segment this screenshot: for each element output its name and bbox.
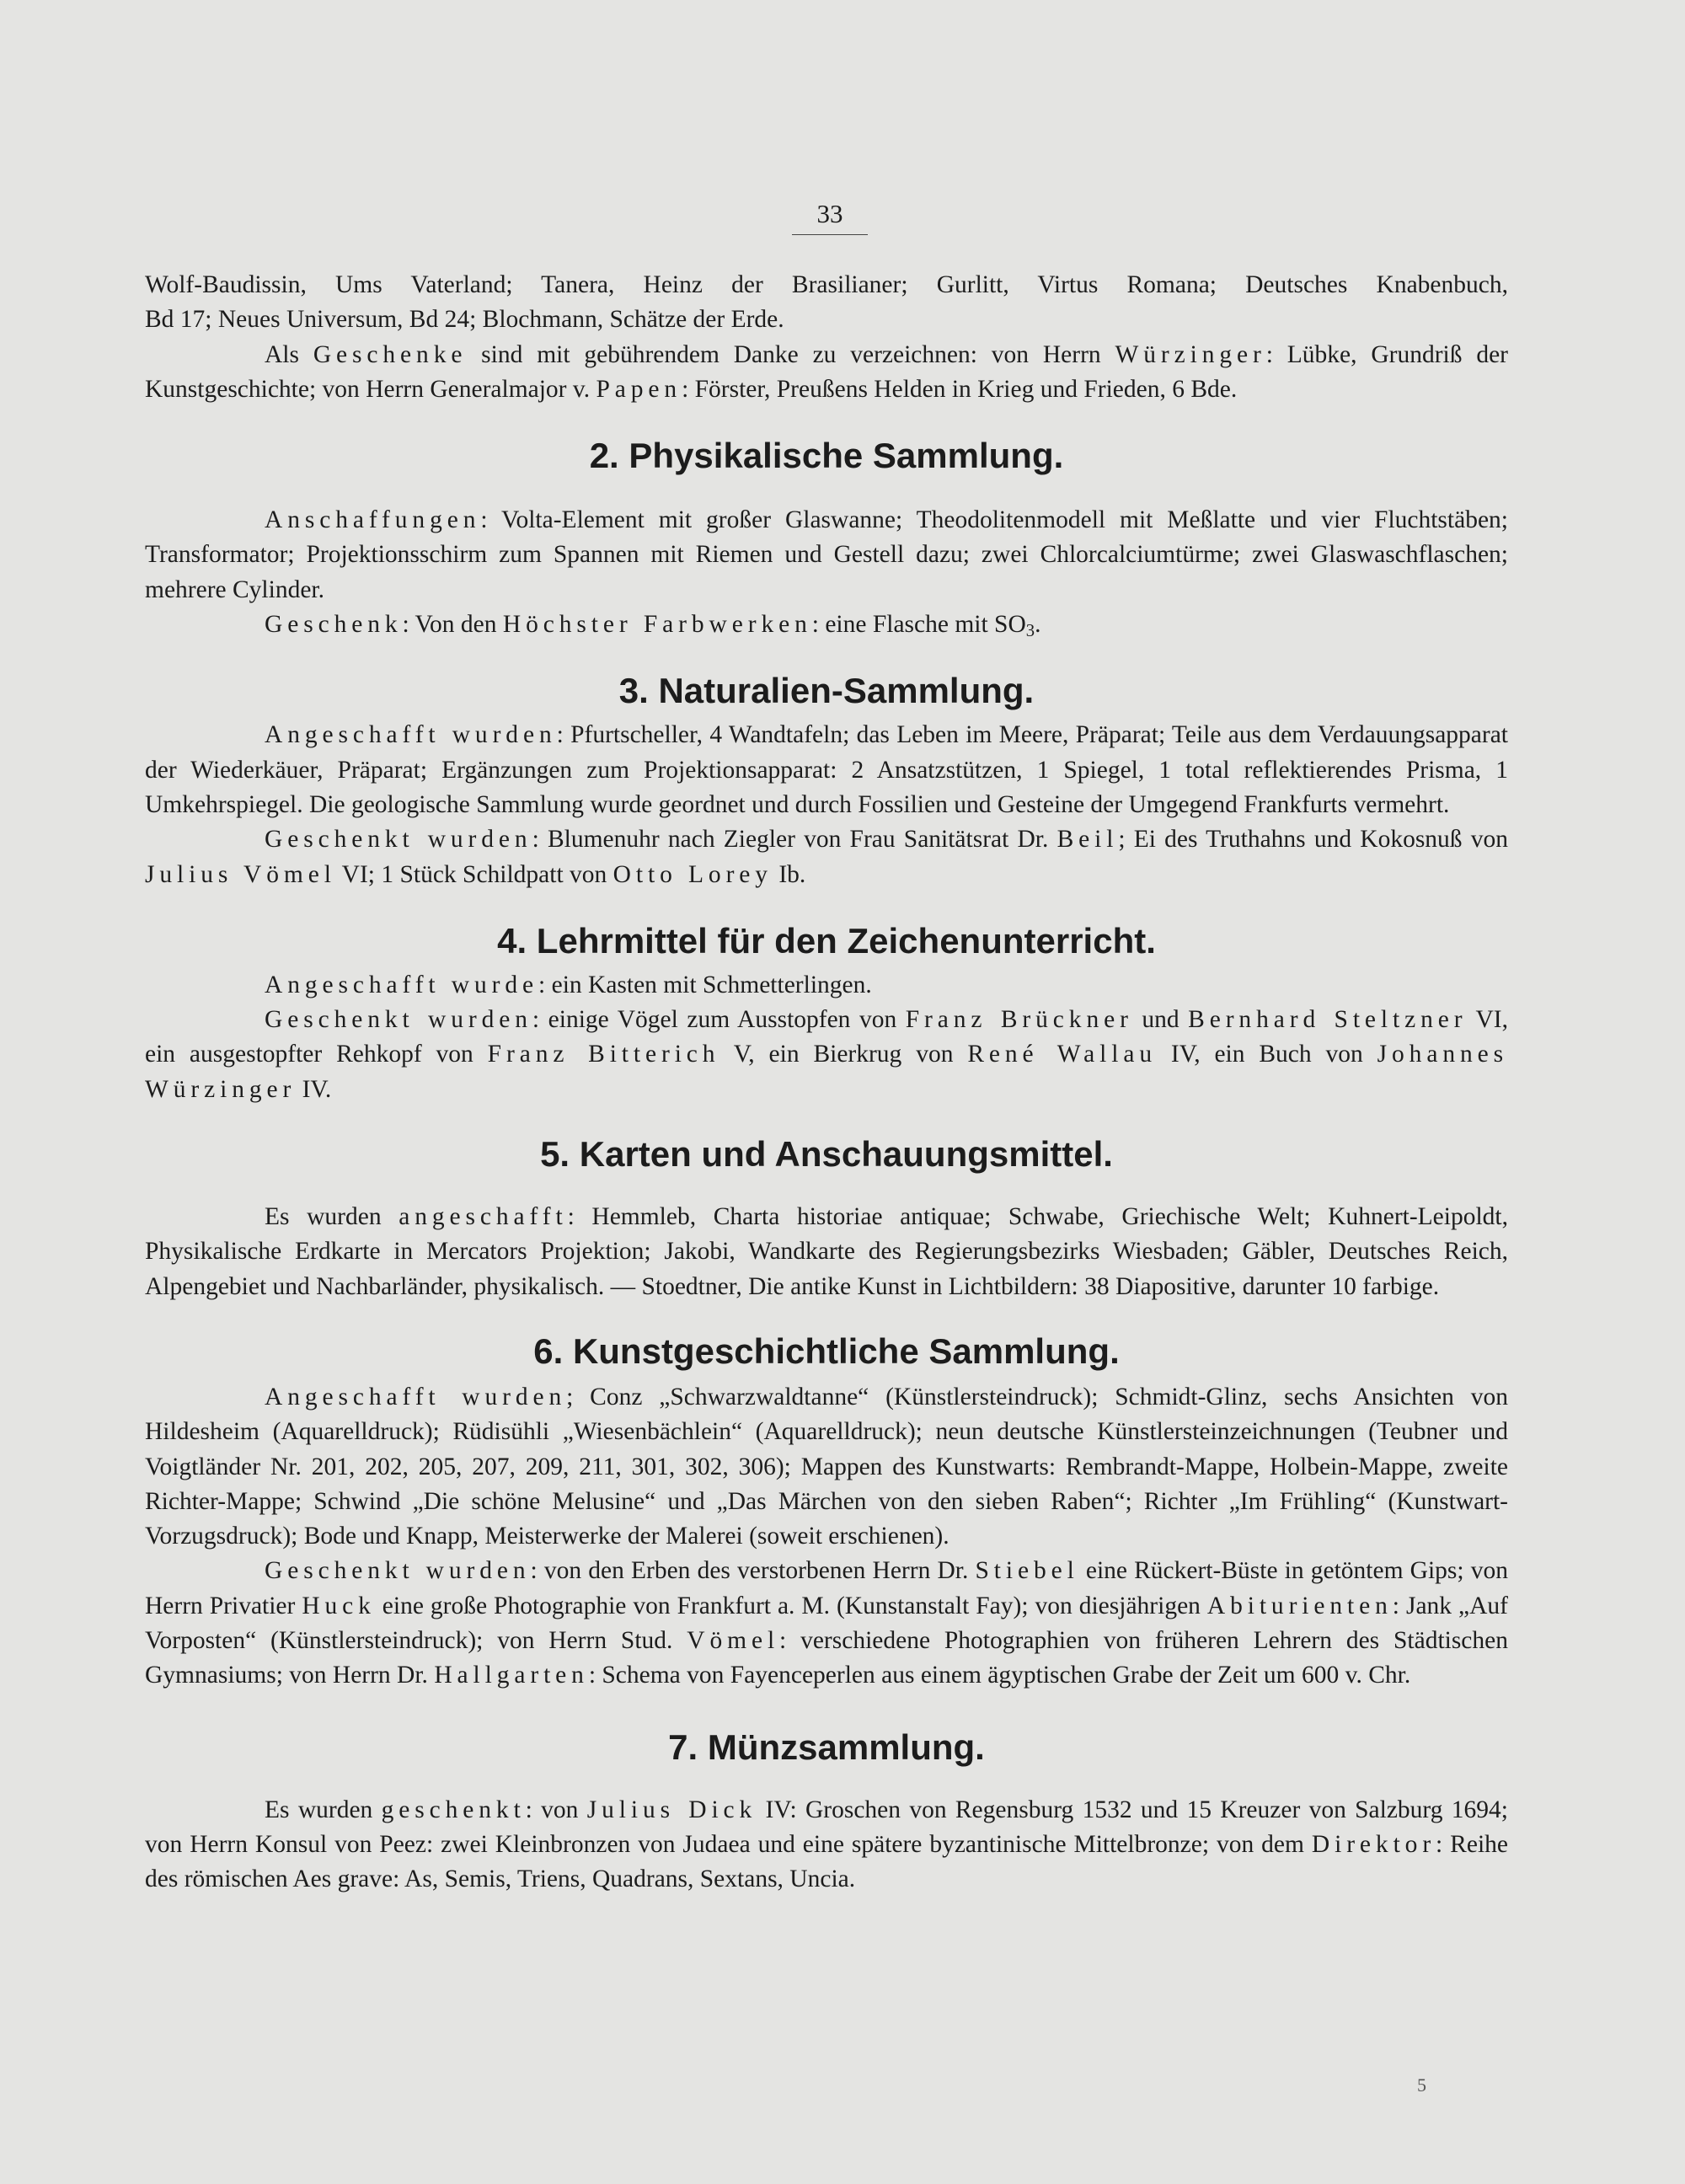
donor-name: Franz Bitterich [487, 1041, 720, 1068]
drawing-acquisitions: Angeschafft wurde: ein Kasten mit Schmetterlingen. [265, 971, 872, 998]
donor-name: Huck [302, 1592, 376, 1619]
donor-name: Vömel [687, 1627, 780, 1655]
coins-gifts: Es wurden geschenkt: von Julius Dick IV: Groschen von Regensburg 1532 und 15 Kreuzer von Salzburg 1694; von Herrn Konsul von Peez: zwei Kleinbronzen von Judaea und eine spätere byzantinische Mittelbronze; von dem Direktor: Reihe des römischen Aes grave: As, Semis, Triens, Quadrans, Sextans, Uncia. [145, 1796, 1508, 1893]
spaced-keyword: Geschenk [265, 611, 403, 639]
donor-name: Stiebel [975, 1557, 1079, 1585]
section-heading-drawing: 4. Lehrmittel für den Zeichenunterricht. [497, 920, 1156, 961]
spaced-keyword: Angeschafft wurde [265, 971, 539, 998]
section-heading-physics: 2. Physikalische Sammlung. [589, 436, 1064, 476]
physics-gift: Geschenk: Von den Höchster Farbwerken: eine Flasche mit $SO_3$. [265, 611, 1041, 641]
donor-name: Julius Dick [586, 1796, 757, 1823]
spaced-keyword: angeschafft [399, 1203, 568, 1231]
donor-name: René Wallau [967, 1041, 1157, 1068]
natural-gifts: Geschenkt wurden: Blumenuhr nach Ziegler von Frau Sanitätsrat Dr. Beil; Ei des Truthahns und Kokosnuß von Julius Vömel VI; 1 Stück Schildpatt von Otto Lorey Ib. [145, 826, 1508, 888]
intro-gifts-paragraph: Als Geschenke sind mit gebührendem Danke zu verzeichnen: von Herrn Würzinger: Lübke, Grundriß der Kunstgeschichte; von Herrn Generalmajor v. Papen: Förster, Preußens Helden in Krieg und Frieden, 6 Bde. [145, 340, 1508, 403]
natural-acquisitions: Angeschafft wurden: Pfurtscheller, 4 Wandtafeln; das Leben im Meere, Präparat; Teile aus dem Verdauungsapparat der Wiederkäuer, Präparat; Ergänzungen zum Projektionsapparat: 2 Ansatzstützen, 1 Spiegel, 1 total reflektierendes Prisma, 1 Umkehrspiegel. Die geologische Sammlung wurde geordnet und durch Fossilien und Gesteine der Umgegend Frankfurts vermehrt. [145, 721, 1509, 818]
donor-name: Abiturienten [1206, 1592, 1393, 1619]
spaced-keyword: Geschenkt wurden [265, 826, 532, 854]
page-content [145, 268, 1508, 1898]
donor-name: Beil [1056, 826, 1119, 854]
spaced-keyword: Geschenke [313, 340, 468, 368]
drawing-gifts: Geschenkt wurden: einige Vögel zum Ausstopfen von Franz Brückner und Bernhard Steltzner VI, ein ausgestopfter Rehkopf von Franz Bitterich V, ein Bierkrug von René Wallau IV, ein Buch von Johannes Würzinger IV. [145, 1006, 1508, 1103]
section-heading-maps: 5. Karten und Anschauungsmittel. [540, 1134, 1113, 1175]
donor-name: Julius Vömel [145, 860, 336, 888]
donor-name: Papen [596, 375, 682, 403]
spaced-keyword: geschenkt [381, 1796, 526, 1823]
donor-name: Bernhard Steltzner [1188, 1006, 1468, 1034]
donor-name: Franz Brückner [905, 1006, 1133, 1034]
donor-name: Johannes Würzinger [145, 1041, 1508, 1103]
maps-acquisitions: Es wurden angeschafft: Hemmleb, Charta historiae antiquae; Schwabe, Griechische Welt; Kuhnert-Leipoldt, Physikalische Erdkarte in Mercators Projektion; Jakobi, Wandkarte des Regierungsbezirks Wiesbaden; Gäbler, Deutsches Reich, Alpengebiet und Nachbarländer, physikalisch. — Stoedtner, Die antike Kunst in Lichtbildern: 38 Diapositive, darunter 10 farbige. [145, 1203, 1508, 1300]
intro-line-2: Bd 17; Neues Universum, Bd 24; Blochmann, Schätze der Erde. [145, 306, 784, 334]
spaced-keyword: Angeschafft wurden [265, 1383, 567, 1410]
section-heading-art-history: 6. Kunstgeschichtliche Sammlung. [533, 1330, 1120, 1371]
section-heading-coins: 7. Münzsammlung. [668, 1726, 985, 1767]
donor-name: Direktor [1311, 1830, 1436, 1858]
page-number: 33 [792, 199, 868, 235]
spaced-keyword: Anschaffungen [265, 506, 481, 534]
spaced-keyword: Angeschafft wurden [265, 721, 557, 749]
footer-signature-mark: 5 [1417, 2074, 1426, 2096]
donor-name: Otto Lorey [612, 860, 773, 888]
art-gifts: Geschenkt wurden: von den Erben des verstorbenen Herrn Dr. Stiebel eine Rückert-Büste in getöntem Gips; von Herrn Privatier Huck eine große Photographie von Frankfurt a. M. (Kunstanstalt Fay); von diesjährigen Abiturienten: Jank „Auf Vorposten“ (Künstlersteindruck); von Herrn Stud. Vömel: verschiedene Photographien von früheren Lehrern des Städtischen Gymnasiums; von Herrn Dr. Hallgarten: Schema von Fayenceperlen aus einem ägyptischen Grabe der Zeit um 600 v. Chr. [145, 1557, 1508, 1689]
art-acquisitions: Angeschafft wurden; Conz „Schwarzwaldtanne“ (Künstlersteindruck); Schmidt-Glinz, sechs Ansichten von Hildesheim (Aquarelldruck); Rüdisühli „Wiesenbächlein“ (Aquarelldruck); neun deutsche Künstlersteinzeichnungen (Teubner und Voigtländer Nr. 201, 202, 205, 207, 209, 211, 301, 302, 306); Mappen des Kunstwarts: Rembrandt-Mappe, Holbein-Mappe, zweite Richter-Mappe; Schwind „Die schöne Melusine“ und „Das Märchen von den sieben Raben“; Richter „Im Frühling“ (Kunstwart-Vorzugsdruck); Bode und Knapp, Meisterwerke der Malerei (soweit erschienen). [145, 1383, 1508, 1550]
intro-line-1: Wolf-Baudissin, Ums Vaterland; Tanera, Heinz der Brasilianer; Gurlitt, Virtus Romana; Deutsches Knabenbuch, [145, 271, 1508, 298]
donor-name: Höchster Farbwerken [502, 611, 812, 639]
physics-acquisitions: Anschaffungen: Volta-Element mit großer Glaswanne; Theodolitenmodell mit Meßlatte und vier Fluchtstäben; Transformator; Projektionsschirm zum Spannen mit Riemen und Gestell dazu; zwei Chlorcalciumtürme; zwei Glaswaschflaschen; mehrere Cylinder. [145, 506, 1508, 603]
subscript: 3 [1025, 622, 1035, 641]
spaced-keyword: Geschenkt wurden [265, 1557, 531, 1585]
section-heading-natural: 3. Naturalien-Sammlung. [618, 671, 1035, 711]
donor-name: Hallgarten [434, 1662, 589, 1689]
spaced-keyword: Geschenkt wurden [265, 1006, 532, 1034]
donor-name: Würzinger [1115, 340, 1266, 368]
